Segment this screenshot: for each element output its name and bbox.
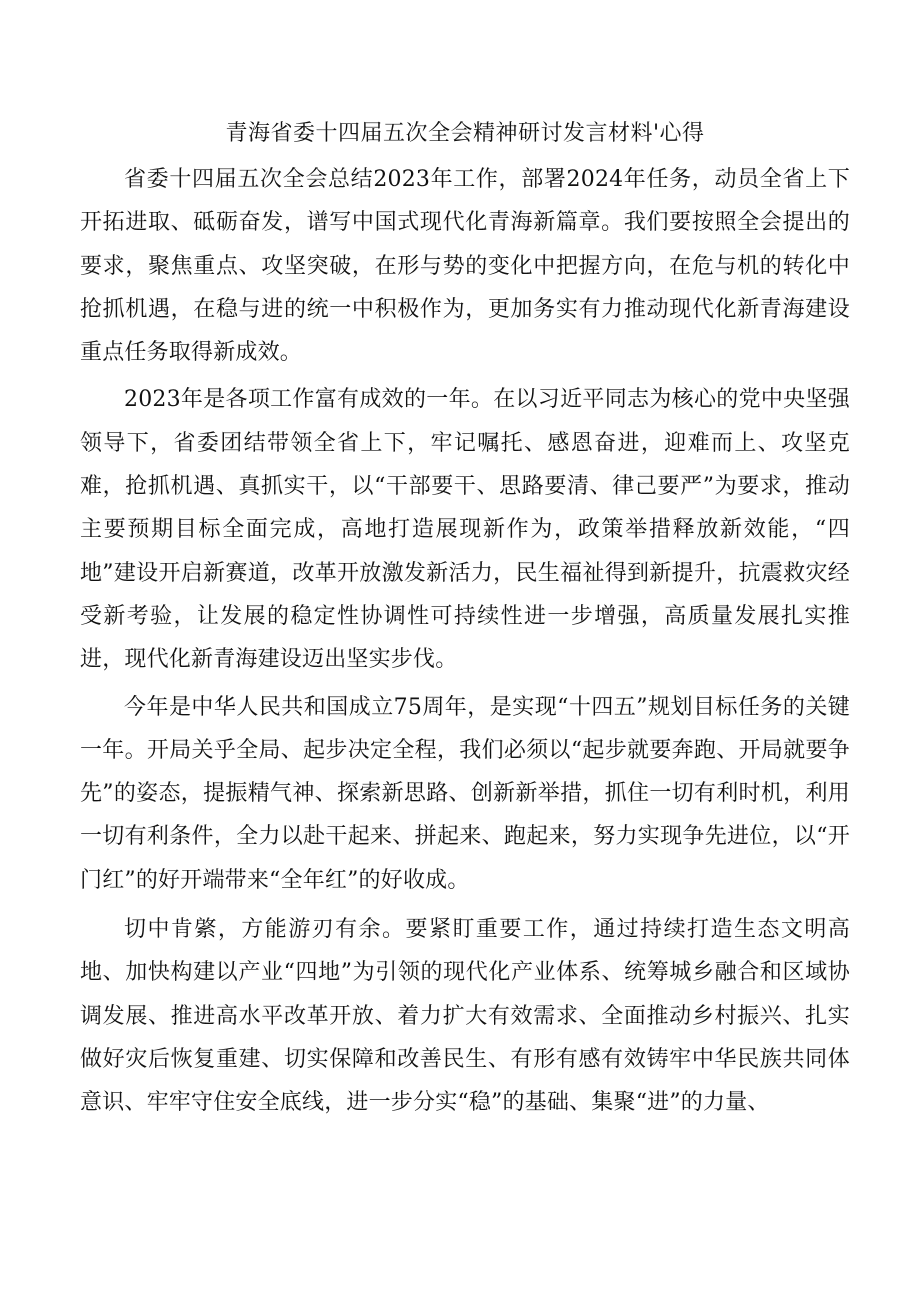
document-body	[80, 158, 850, 1129]
document-title: 青海省委十四届五次全会精神研讨发言材料'心得	[225, 121, 705, 146]
paragraph-2: 2023年是各项工作富有成效的一年。在以习近平同志为核心的党中央坚强领导下，省委团结带领全省上下，牢记嘱托、感恩奋进，迎难而上、攻坚克难，抢抓机遇、真抓实干，以“干部要干、思路要清、律己要严”为要求，推动主要预期目标全面完成，高地打造展现新作为，政策举措释放新效能，“四地”建设开启新赛道，改革开放激发新活力，民生福祉得到新提升，抗震救灾经受新考验，让发展的稳定性协调性可持续性进一步增强，高质量发展扎实推进，现代化新青海建设迈出坚实步伐。	[80, 387, 850, 673]
paragraph-4: 切中肯綮，方能游刃有余。要紧盯重要工作，通过持续打造生态文明高地、加快构建以产业“四地”为引领的现代化产业体系、统筹城乡融合和区域协调发展、推进高水平改革开放、着力扩大有效需求、全面推动乡村振兴、扎实做好灾后恢复重建、切实保障和改善民生、有形有感有效铸牢中华民族共同体意识、牢牢守住安全底线，进一步分实“稳”的基础、集聚“进”的力量、	[80, 917, 850, 1116]
paragraph-1: 省委十四届五次全会总结2023年工作，部署2024年任务，动员全省上下开拓进取、砥砺奋发，谱写中国式现代化青海新篇章。我们要按照全会提出的要求，聚焦重点、攻坚突破，在形与势的变化中把握方向，在危与机的转化中抢抓机遇，在稳与进的统一中积极作为，更加务实有力推动现代化新青海建设重点任务取得新成效。	[80, 167, 850, 366]
paragraph-3: 今年是中华人民共和国成立75周年，是实现“十四五”规划目标任务的关键一年。开局关乎全局、起步决定全程，我们必须以“起步就要奔跑、开局就要争先”的姿态，提振精气神、探索新思路、创新新举措，抓住一切有利时机，利用一切有利条件，全力以赴干起来、拼起来、跑起来，努力实现争先进位，以“开门红”的好开端带来“全年红”的好收成。	[80, 694, 850, 893]
